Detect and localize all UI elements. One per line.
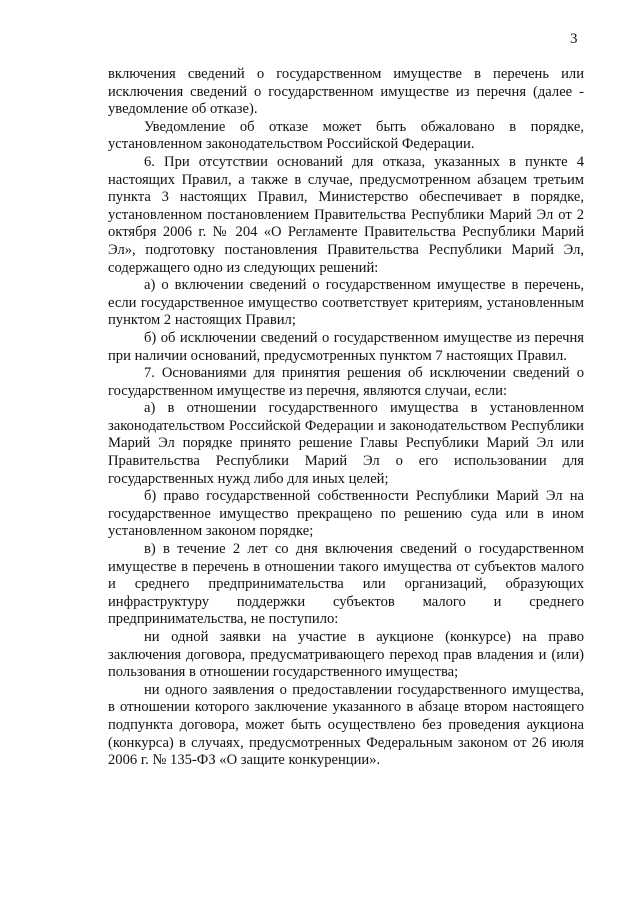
paragraph-no-bids: ни одной заявки на участие в аукционе (конкурсе) на право заключения договора, предусматривающего переход прав владения и (или) пользования в отношении государственного имущества; xyxy=(108,629,584,681)
paragraph-clause-6a: а) о включении сведений о государственном имуществе в перечень, если государственное имущество соответствует критериям, установленным пунктом 2 настоящих Правил; xyxy=(108,277,584,329)
paragraph-no-applications: ни одного заявления о предоставлении государственного имущества, в отношении которого заключение указанного в абзаце втором настоящего подпункта договора, может быть осуществлено без проведения аукциона (конкурса) в случаях, предусмотренных Федеральным законом от 26 июля 2006 г. № 135-ФЗ «О защите конкуренции». xyxy=(108,681,584,769)
paragraph-clause-7b: б) право государственной собственности Республики Марий Эл на государственное имущество прекращено по решению суда или в ином установленном законом порядке; xyxy=(108,488,584,540)
paragraph-continuation: включения сведений о государственном имуществе в перечень или исключения сведений о государственном имуществе из перечня (далее - уведомление об отказе). xyxy=(108,66,584,118)
document-body xyxy=(108,66,584,770)
paragraph-appeal: Уведомление об отказе может быть обжаловано в порядке, установленном законодательством Российской Федерации. xyxy=(108,118,584,153)
page-number: 3 xyxy=(570,31,578,47)
paragraph-clause-7v: в) в течение 2 лет со дня включения сведений о государственном имуществе в перечень в отношении такого имущества от субъектов малого и среднего предпринимательства или организаций, образующих инфраструктуру поддержки субъектов малого и среднего предпринимательства, не поступило: xyxy=(108,541,584,628)
paragraph-clause-7: 7. Основаниями для принятия решения об исключении сведений о государственном имуществе из перечня, являются случаи, если: xyxy=(108,365,584,399)
paragraph-clause-6: 6. При отсутствии оснований для отказа, указанных в пункте 4 настоящих Правил, а также в случае, предусмотренном абзацем третьим пункта 3 настоящих Правил, Министерство обеспечивает в порядке, установленном постановлением Правительства Республики Марий Эл от 2 октября 2006 г. № 204 «О Регламенте Правительства Республики Марий Эл», подготовку постановления Правительства Республики Марий Эл, содержащего одно из следующих решений: xyxy=(108,153,584,276)
paragraph-clause-7a: а) в отношении государственного имущества в установленном законодательством Российской Федерации и законодательством Республики Марий Эл порядке принято решение Главы Республики Марий Эл или Правительства Республики Марий Эл о его использовании для государственных нужд либо для иных целей; xyxy=(108,400,584,487)
paragraph-clause-6b: б) об исключении сведений о государственном имуществе из перечня при наличии оснований, предусмотренных пунктом 7 настоящих Правил. xyxy=(108,329,584,364)
